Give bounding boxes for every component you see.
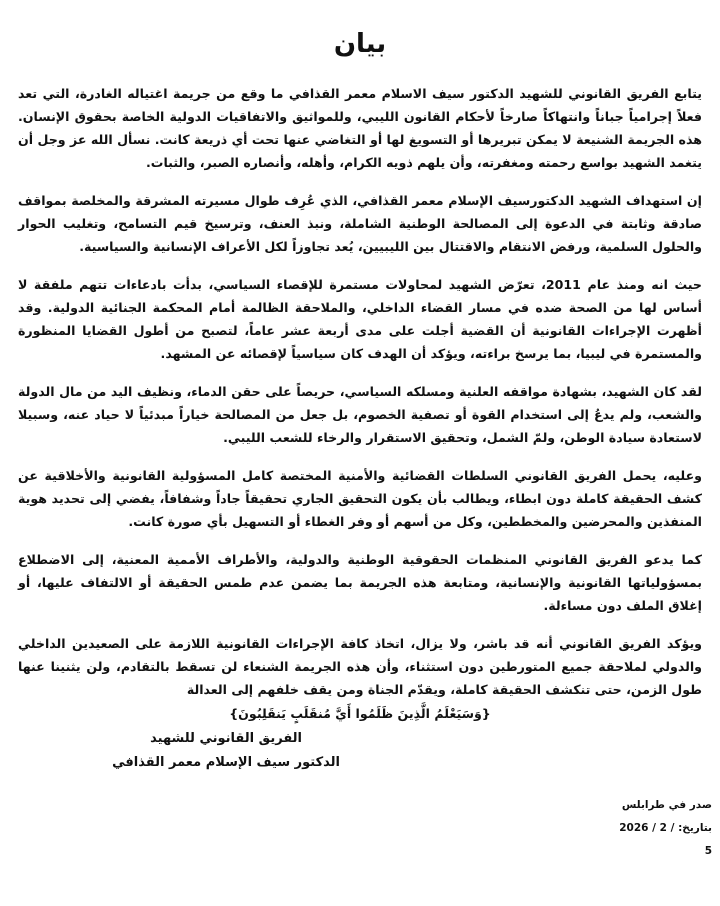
paragraph-6: كما يدعو الفريق القانوني المنظمات الحقوقية الوطنية والدولية، والأطراف الأممية المعنية، إلى الاضطلاع بمسؤولياتها القانونية والإنسانية، ومتابعة هذه الجريمة بما يضمن عدم طمس الحقيقة أو الالتفاف عليها، أو إغلاق الملف دون مساءلة.: [18, 552, 702, 613]
paragraph-4: لقد كان الشهيد، بشهادة مواقفه العلنية ومسلكه السياسي، حريصاً على حقن الدماء، ونظيف اليد من مال الدولة والشعب، ولم يدعُ إلى استخدام القوة أو تصفية الخصوم، بل جعل من المصالحة خياراً مبدئياً لا حياد عنه، وسبيلا لاستعادة سيادة الوطن، ولمّ الشمل، وتحقيق الاستقرار والرخاء للشعب الليبي.: [18, 384, 702, 445]
issue-info: [612, 794, 712, 863]
paragraph-5: وعليه، يحمل الفريق القانوني السلطات القضائية والأمنية المختصة كامل المسؤولية القانونية والأخلاقية عن كشف الحقيقة كاملة دون ابطاء، ويطالب بأن يكون التحقيق الجاري تحقيقاً جاداً وشفافاً، يفضي إلى تحديد هوية المنفذين والمحرضين والمخططين، وكل من أسهم أو وفر الغطاء أو التسهيل بأي صورة كانت.: [18, 468, 702, 529]
paragraph-1: يتابع الفريق القانوني للشهيد الدكتور سيف الاسلام معمر القذافي ما وقع من جريمة اغتياله الغادرة، التي تعد فعلاً إجرامياً جباناً وانتهاكاً صارخاً لأحكام القانون الليبي، وللمواثيق والاتفاقيات الدولية الخاصة بحقوق الإنسان. هذه الجريمة الشنيعة لا يمكن تبريرها أو التسويغ لها أو التغاضي عنها تحت أي ذريعة كانت. نسأل الله عز وجل أن يتغمد الشهيد بواسع رحمته ومغفرته، وأن يلهم ذويه الكرام، وأهله، وأنصاره الصبر، والثبات.: [18, 86, 702, 170]
signature-line-2: الدكتور سيف الإسلام معمر القذافي: [112, 755, 340, 770]
issue-place: صدر في طرابلس: [621, 799, 712, 811]
issue-date-label: بتاريخ:: [678, 822, 712, 834]
statement-body: [18, 82, 702, 725]
statement-title: بيان: [333, 29, 387, 59]
issue-date-value: 2026 / 2 / 5: [619, 822, 712, 857]
quran-verse: {وَسَيَعْلَمُ الَّذِينَ ظَلَمُوا أَيَّ مُنقَلَبٍ يَنقَلِبُونَ}: [229, 706, 491, 721]
paragraph-3: حيث انه ومنذ عام 2011، تعرّض الشهيد لمحاولات مستمرة للإقصاء السياسي، بدأت بادعاءات تتهم ملفقة لا أساس لها من الصحة ضده في مسار القضاء الداخلي، والملاحقة الظالمة أمام المحكمة الجنائية الدولية. وقد أظهرت الإجراءات القانونية أن القضية أجلت على مدى أربعة عشر عاماً، لتصبح من أطول القضايا المنظورة والمستمرة في ليبيا، بما يرسخ براءته، ويؤكد أن الهدف كان سياسياً لإقصائه عن المشهد.: [18, 277, 702, 361]
signature-block: [112, 727, 340, 775]
paragraph-7: ويؤكد الفريق القانوني أنه قد باشر، ولا يزال، اتخاذ كافة الإجراءات القانونية اللازمة على الصعيدين الداخلي والدولي لملاحقة جميع المتورطين دون استثناء، وأن هذه الجريمة الشنعاء لن تسقط بالتقادم، ولن يثنينا عنها طول الزمن، حتى تنكشف الحقيقة كاملة، ويقدّم الجناة ومن يقف خلفهم إلى العدالة: [18, 636, 702, 697]
issue-date: [612, 817, 712, 863]
signature-line-1: الفريق القانوني للشهيد: [150, 731, 303, 746]
paragraph-2: إن استهداف الشهيد الدكتورسيف الإسلام معمر القذافي، الذي عُرِف طوال مسيرته المشرقة والمخلصة بمواقف صادقة وثابتة في الدعوة إلى المصالحة الوطنية الشاملة، ونبذ العنف، وترسيخ قيم التسامح، وتغليب الحوار والحلول السلمية، ورفض الانتقام والاقتتال بين الليبيين، يُعد تجاوزاً لكل الأعراف الإنسانية والسياسية.: [18, 193, 702, 254]
